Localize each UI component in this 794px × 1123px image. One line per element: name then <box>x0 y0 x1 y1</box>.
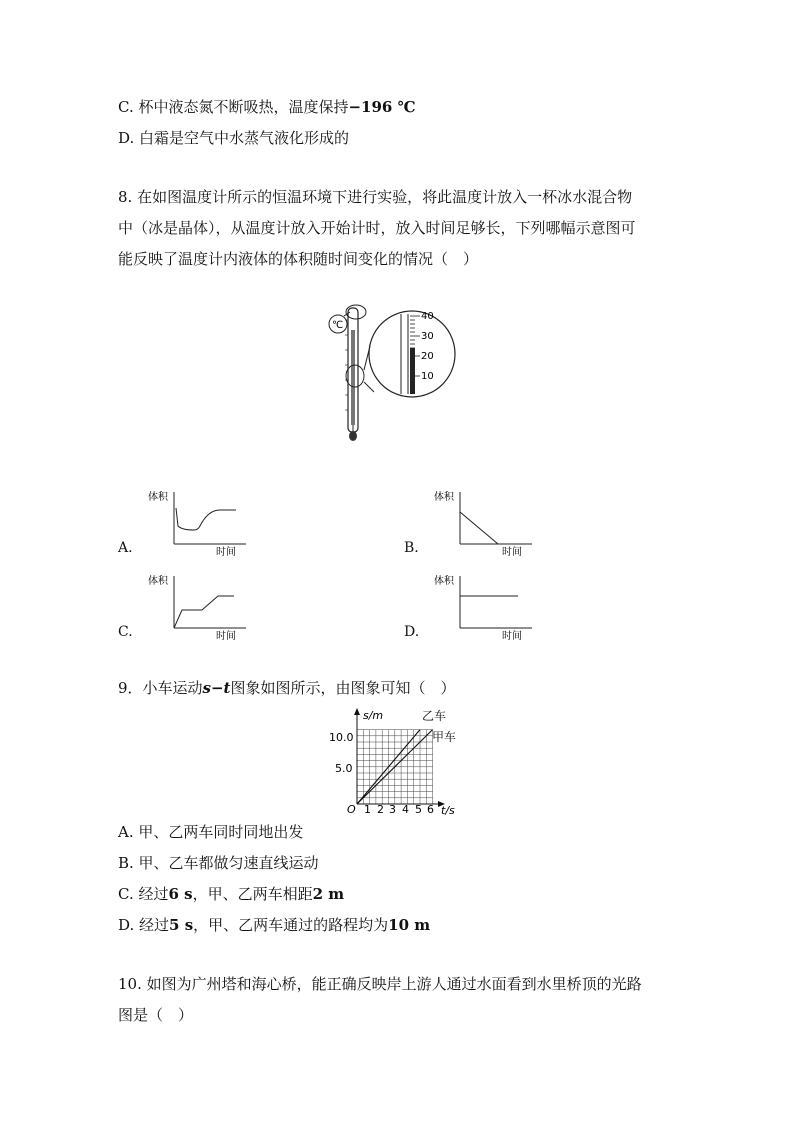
st-chart-xtick-3: 3 <box>389 803 396 816</box>
st-chart-ytick-10: 10.0 <box>329 731 354 744</box>
graph-a-ylabel: 体积 <box>148 492 168 503</box>
st-chart-origin: O <box>347 803 356 816</box>
st-chart-xtick-4: 4 <box>402 803 409 816</box>
st-chart-label-yi: 乙车 <box>422 709 447 723</box>
q8-option-b-label: B. <box>404 540 419 556</box>
q9-option-d: D. 经过5 s，甲、乙两车通过的路程均为10 m <box>118 916 431 934</box>
q8-graph-a <box>146 488 256 556</box>
q9-option-b: B. 甲、乙车都做匀速直线运动 <box>118 854 319 872</box>
graph-d-ylabel: 体积 <box>434 576 454 587</box>
q9-stem: 9．小车运动s−t图象如图所示，由图象可知（ ） <box>118 679 456 697</box>
graph-b-ylabel: 体积 <box>434 492 454 503</box>
st-chart-xtick-2: 2 <box>377 803 384 816</box>
q7-option-c: C. 杯中液态氮不断吸热，温度保持−196 ℃ <box>118 98 416 116</box>
st-chart <box>325 706 475 816</box>
q9-option-c: C. 经过6 s，甲、乙两车相距2 m <box>118 885 345 903</box>
st-chart-xtick-1: 1 <box>364 803 371 816</box>
thermo-scale-30: 30 <box>421 331 434 342</box>
st-chart-xlabel: t/s <box>441 804 455 816</box>
thermometer-figure <box>322 300 462 445</box>
graph-b-xlabel: 时间 <box>502 547 522 556</box>
q10-stem-line1: 10. 如图为广州塔和海心桥，能正确反映岸上游人通过水面看到水里桥顶的光路 <box>118 975 642 993</box>
st-chart-ylabel: s/m <box>363 709 384 722</box>
q8-graph-d <box>432 572 542 640</box>
st-chart-xtick-6: 6 <box>427 803 434 816</box>
graph-c-xlabel: 时间 <box>216 631 236 640</box>
q8-option-c-label: C. <box>118 624 133 640</box>
graph-d-xlabel: 时间 <box>502 631 522 640</box>
q9-stem-math: s−t <box>202 679 231 697</box>
q10-stem-line2: 图是（ ） <box>118 1006 194 1024</box>
q8-graph-b <box>432 488 542 556</box>
q8-option-d-label: D. <box>404 624 420 640</box>
st-chart-label-jia: 甲车 <box>432 730 457 744</box>
st-chart-xtick-5: 5 <box>415 803 422 816</box>
graph-a-xlabel: 时间 <box>216 547 236 556</box>
thermo-scale-10: 10 <box>421 371 434 382</box>
q7-temperature: −196 ℃ <box>348 98 416 116</box>
q8-graph-c <box>146 572 256 640</box>
thermo-scale-40: 40 <box>421 311 434 322</box>
thermo-unit: ℃ <box>332 320 344 331</box>
graph-c-ylabel: 体积 <box>148 576 168 587</box>
q8-stem-line2: 中（冰是晶体），从温度计放入开始计时，放入时间足够长，下列哪幅示意图可 <box>118 219 636 237</box>
thermo-scale-20: 20 <box>421 351 434 362</box>
q7-option-d: D. 白霜是空气中水蒸气液化形成的 <box>118 129 350 147</box>
q8-stem-line1: 8. 在如图温度计所示的恒温环境下进行实验，将此温度计放入一杯冰水混合物 <box>118 188 633 206</box>
q9-option-a: A. 甲、乙两车同时同地出发 <box>118 823 304 841</box>
st-chart-ytick-5: 5.0 <box>335 762 353 775</box>
q8-option-a-label: A. <box>118 540 133 556</box>
q8-stem-line3: 能反映了温度计内液体的体积随时间变化的情况（ ） <box>118 250 479 268</box>
